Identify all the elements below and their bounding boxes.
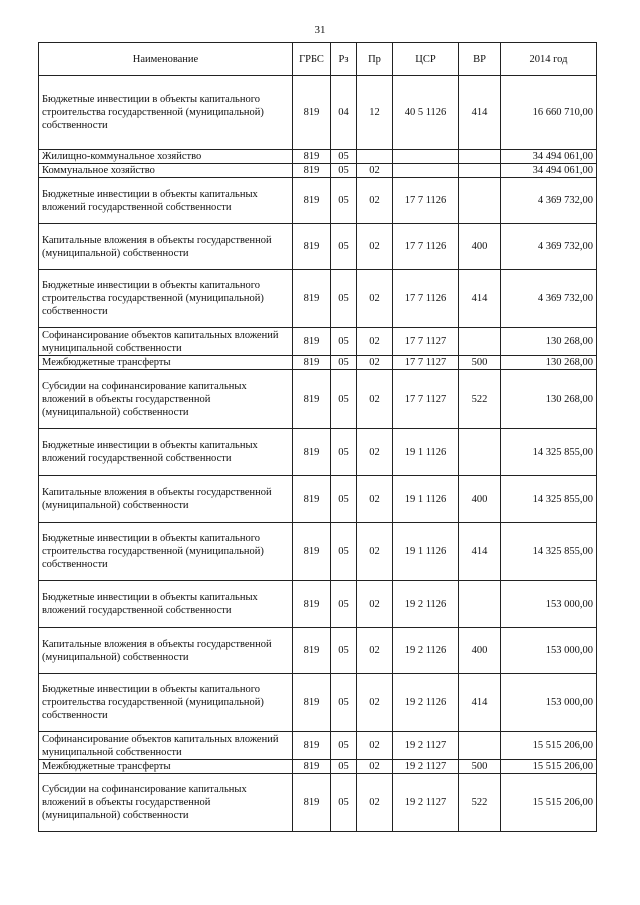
cell-vr bbox=[459, 150, 501, 164]
cell-vr: 500 bbox=[459, 760, 501, 774]
table-row bbox=[39, 476, 597, 523]
cell-rz: 05 bbox=[331, 628, 357, 674]
cell-grbs: 819 bbox=[293, 150, 331, 164]
cell-amount: 15 515 206,00 bbox=[501, 732, 597, 760]
cell-pr: 02 bbox=[357, 328, 393, 356]
table-row bbox=[39, 429, 597, 476]
cell-vr: 414 bbox=[459, 523, 501, 581]
table-row bbox=[39, 732, 597, 760]
cell-name: Бюджетные инвестиции в объекты капитального строительства государственной (муниципальной) собственности bbox=[39, 270, 293, 328]
cell-vr: 400 bbox=[459, 224, 501, 270]
cell-grbs: 819 bbox=[293, 523, 331, 581]
cell-name: Субсидии на софинансирование капитальных вложений в объекты государственной (муниципальной) собственности bbox=[39, 370, 293, 429]
budget-table bbox=[38, 42, 597, 832]
table-row bbox=[39, 224, 597, 270]
cell-pr: 02 bbox=[357, 628, 393, 674]
cell-grbs: 819 bbox=[293, 774, 331, 832]
cell-rz: 05 bbox=[331, 476, 357, 523]
table-row bbox=[39, 760, 597, 774]
cell-csr: 17 7 1126 bbox=[393, 178, 459, 224]
cell-name: Межбюджетные трансферты bbox=[39, 760, 293, 774]
cell-amount: 14 325 855,00 bbox=[501, 523, 597, 581]
cell-pr: 02 bbox=[357, 370, 393, 429]
header-csr: ЦСР bbox=[393, 43, 459, 76]
cell-grbs: 819 bbox=[293, 178, 331, 224]
cell-vr bbox=[459, 732, 501, 760]
cell-grbs: 819 bbox=[293, 370, 331, 429]
cell-rz: 05 bbox=[331, 581, 357, 628]
cell-amount: 130 268,00 bbox=[501, 328, 597, 356]
cell-csr: 40 5 1126 bbox=[393, 76, 459, 150]
cell-rz: 05 bbox=[331, 224, 357, 270]
header-rz: Рз bbox=[331, 43, 357, 76]
cell-rz: 04 bbox=[331, 76, 357, 150]
cell-amount: 153 000,00 bbox=[501, 628, 597, 674]
cell-pr: 02 bbox=[357, 760, 393, 774]
cell-vr bbox=[459, 164, 501, 178]
cell-pr: 02 bbox=[357, 476, 393, 523]
cell-rz: 05 bbox=[331, 429, 357, 476]
cell-rz: 05 bbox=[331, 270, 357, 328]
cell-amount: 153 000,00 bbox=[501, 581, 597, 628]
header-year: 2014 год bbox=[501, 43, 597, 76]
cell-csr: 17 7 1127 bbox=[393, 370, 459, 429]
cell-name: Коммунальное хозяйство bbox=[39, 164, 293, 178]
cell-name: Субсидии на софинансирование капитальных вложений в объекты государственной (муниципальной) собственности bbox=[39, 774, 293, 832]
cell-csr: 19 2 1126 bbox=[393, 628, 459, 674]
cell-grbs: 819 bbox=[293, 224, 331, 270]
cell-amount: 15 515 206,00 bbox=[501, 774, 597, 832]
cell-csr bbox=[393, 150, 459, 164]
cell-name: Софинансирование объектов капитальных вложений муниципальной собственности bbox=[39, 328, 293, 356]
table-row bbox=[39, 628, 597, 674]
cell-name: Бюджетные инвестиции в объекты капитальных вложений государственной собственности bbox=[39, 178, 293, 224]
table-row bbox=[39, 523, 597, 581]
cell-amount: 34 494 061,00 bbox=[501, 150, 597, 164]
cell-pr: 02 bbox=[357, 224, 393, 270]
cell-vr bbox=[459, 178, 501, 224]
cell-grbs: 819 bbox=[293, 732, 331, 760]
cell-amount: 4 369 732,00 bbox=[501, 178, 597, 224]
cell-amount: 14 325 855,00 bbox=[501, 476, 597, 523]
cell-grbs: 819 bbox=[293, 76, 331, 150]
cell-csr: 19 2 1127 bbox=[393, 760, 459, 774]
cell-grbs: 819 bbox=[293, 356, 331, 370]
cell-pr: 02 bbox=[357, 429, 393, 476]
cell-csr: 19 1 1126 bbox=[393, 523, 459, 581]
table-row bbox=[39, 178, 597, 224]
cell-amount: 16 660 710,00 bbox=[501, 76, 597, 150]
header-grbs: ГРБС bbox=[293, 43, 331, 76]
cell-rz: 05 bbox=[331, 774, 357, 832]
table-row bbox=[39, 328, 597, 356]
cell-rz: 05 bbox=[331, 523, 357, 581]
cell-csr: 17 7 1127 bbox=[393, 356, 459, 370]
cell-name: Бюджетные инвестиции в объекты капитальных вложений государственной собственности bbox=[39, 581, 293, 628]
cell-amount: 130 268,00 bbox=[501, 370, 597, 429]
cell-amount: 34 494 061,00 bbox=[501, 164, 597, 178]
cell-vr: 522 bbox=[459, 370, 501, 429]
header-vr: ВР bbox=[459, 43, 501, 76]
cell-grbs: 819 bbox=[293, 270, 331, 328]
cell-amount: 130 268,00 bbox=[501, 356, 597, 370]
cell-csr: 19 2 1126 bbox=[393, 674, 459, 732]
cell-pr: 02 bbox=[357, 270, 393, 328]
cell-pr: 02 bbox=[357, 356, 393, 370]
cell-pr bbox=[357, 150, 393, 164]
cell-rz: 05 bbox=[331, 760, 357, 774]
table-row bbox=[39, 76, 597, 150]
cell-csr: 17 7 1127 bbox=[393, 328, 459, 356]
cell-grbs: 819 bbox=[293, 581, 331, 628]
cell-name: Бюджетные инвестиции в объекты капитального строительства государственной (муниципальной) собственности bbox=[39, 523, 293, 581]
cell-grbs: 819 bbox=[293, 476, 331, 523]
table-row bbox=[39, 581, 597, 628]
cell-pr: 02 bbox=[357, 164, 393, 178]
cell-vr: 414 bbox=[459, 674, 501, 732]
table-row bbox=[39, 164, 597, 178]
cell-grbs: 819 bbox=[293, 429, 331, 476]
cell-vr: 500 bbox=[459, 356, 501, 370]
cell-csr: 19 2 1127 bbox=[393, 732, 459, 760]
cell-name: Бюджетные инвестиции в объекты капитальных вложений государственной собственности bbox=[39, 429, 293, 476]
cell-rz: 05 bbox=[331, 150, 357, 164]
cell-pr: 02 bbox=[357, 523, 393, 581]
cell-csr: 19 1 1126 bbox=[393, 476, 459, 523]
cell-grbs: 819 bbox=[293, 328, 331, 356]
table-row bbox=[39, 270, 597, 328]
table-row bbox=[39, 356, 597, 370]
cell-name: Капитальные вложения в объекты государственной (муниципальной) собственности bbox=[39, 224, 293, 270]
cell-pr: 02 bbox=[357, 674, 393, 732]
cell-name: Жилищно-коммунальное хозяйство bbox=[39, 150, 293, 164]
cell-vr: 400 bbox=[459, 628, 501, 674]
cell-amount: 4 369 732,00 bbox=[501, 270, 597, 328]
cell-csr: 17 7 1126 bbox=[393, 224, 459, 270]
header-name: Наименование bbox=[39, 43, 293, 76]
table-row bbox=[39, 674, 597, 732]
table-row bbox=[39, 774, 597, 832]
table-row bbox=[39, 150, 597, 164]
cell-csr: 19 2 1126 bbox=[393, 581, 459, 628]
cell-name: Межбюджетные трансферты bbox=[39, 356, 293, 370]
cell-vr bbox=[459, 581, 501, 628]
page-number: 31 bbox=[314, 24, 326, 36]
cell-rz: 05 bbox=[331, 178, 357, 224]
cell-vr: 414 bbox=[459, 270, 501, 328]
cell-grbs: 819 bbox=[293, 164, 331, 178]
cell-vr bbox=[459, 429, 501, 476]
cell-name: Бюджетные инвестиции в объекты капитального строительства государственной (муниципальной) собственности bbox=[39, 76, 293, 150]
cell-rz: 05 bbox=[331, 328, 357, 356]
cell-vr: 400 bbox=[459, 476, 501, 523]
cell-amount: 4 369 732,00 bbox=[501, 224, 597, 270]
cell-amount: 15 515 206,00 bbox=[501, 760, 597, 774]
cell-rz: 05 bbox=[331, 370, 357, 429]
cell-rz: 05 bbox=[331, 732, 357, 760]
cell-pr: 12 bbox=[357, 76, 393, 150]
cell-name: Бюджетные инвестиции в объекты капитального строительства государственной (муниципальной) собственности bbox=[39, 674, 293, 732]
cell-csr bbox=[393, 164, 459, 178]
cell-name: Капитальные вложения в объекты государственной (муниципальной) собственности bbox=[39, 628, 293, 674]
cell-rz: 05 bbox=[331, 674, 357, 732]
cell-pr: 02 bbox=[357, 774, 393, 832]
cell-vr bbox=[459, 328, 501, 356]
cell-grbs: 819 bbox=[293, 628, 331, 674]
cell-csr: 19 1 1126 bbox=[393, 429, 459, 476]
cell-pr: 02 bbox=[357, 732, 393, 760]
cell-pr: 02 bbox=[357, 178, 393, 224]
cell-csr: 17 7 1126 bbox=[393, 270, 459, 328]
cell-name: Капитальные вложения в объекты государственной (муниципальной) собственности bbox=[39, 476, 293, 523]
cell-grbs: 819 bbox=[293, 674, 331, 732]
header-pr: Пр bbox=[357, 43, 393, 76]
header-row bbox=[39, 43, 597, 76]
cell-rz: 05 bbox=[331, 356, 357, 370]
cell-amount: 153 000,00 bbox=[501, 674, 597, 732]
cell-vr: 414 bbox=[459, 76, 501, 150]
table-row bbox=[39, 370, 597, 429]
cell-vr: 522 bbox=[459, 774, 501, 832]
cell-csr: 19 2 1127 bbox=[393, 774, 459, 832]
cell-name: Софинансирование объектов капитальных вложений муниципальной собственности bbox=[39, 732, 293, 760]
cell-amount: 14 325 855,00 bbox=[501, 429, 597, 476]
cell-grbs: 819 bbox=[293, 760, 331, 774]
cell-pr: 02 bbox=[357, 581, 393, 628]
cell-rz: 05 bbox=[331, 164, 357, 178]
